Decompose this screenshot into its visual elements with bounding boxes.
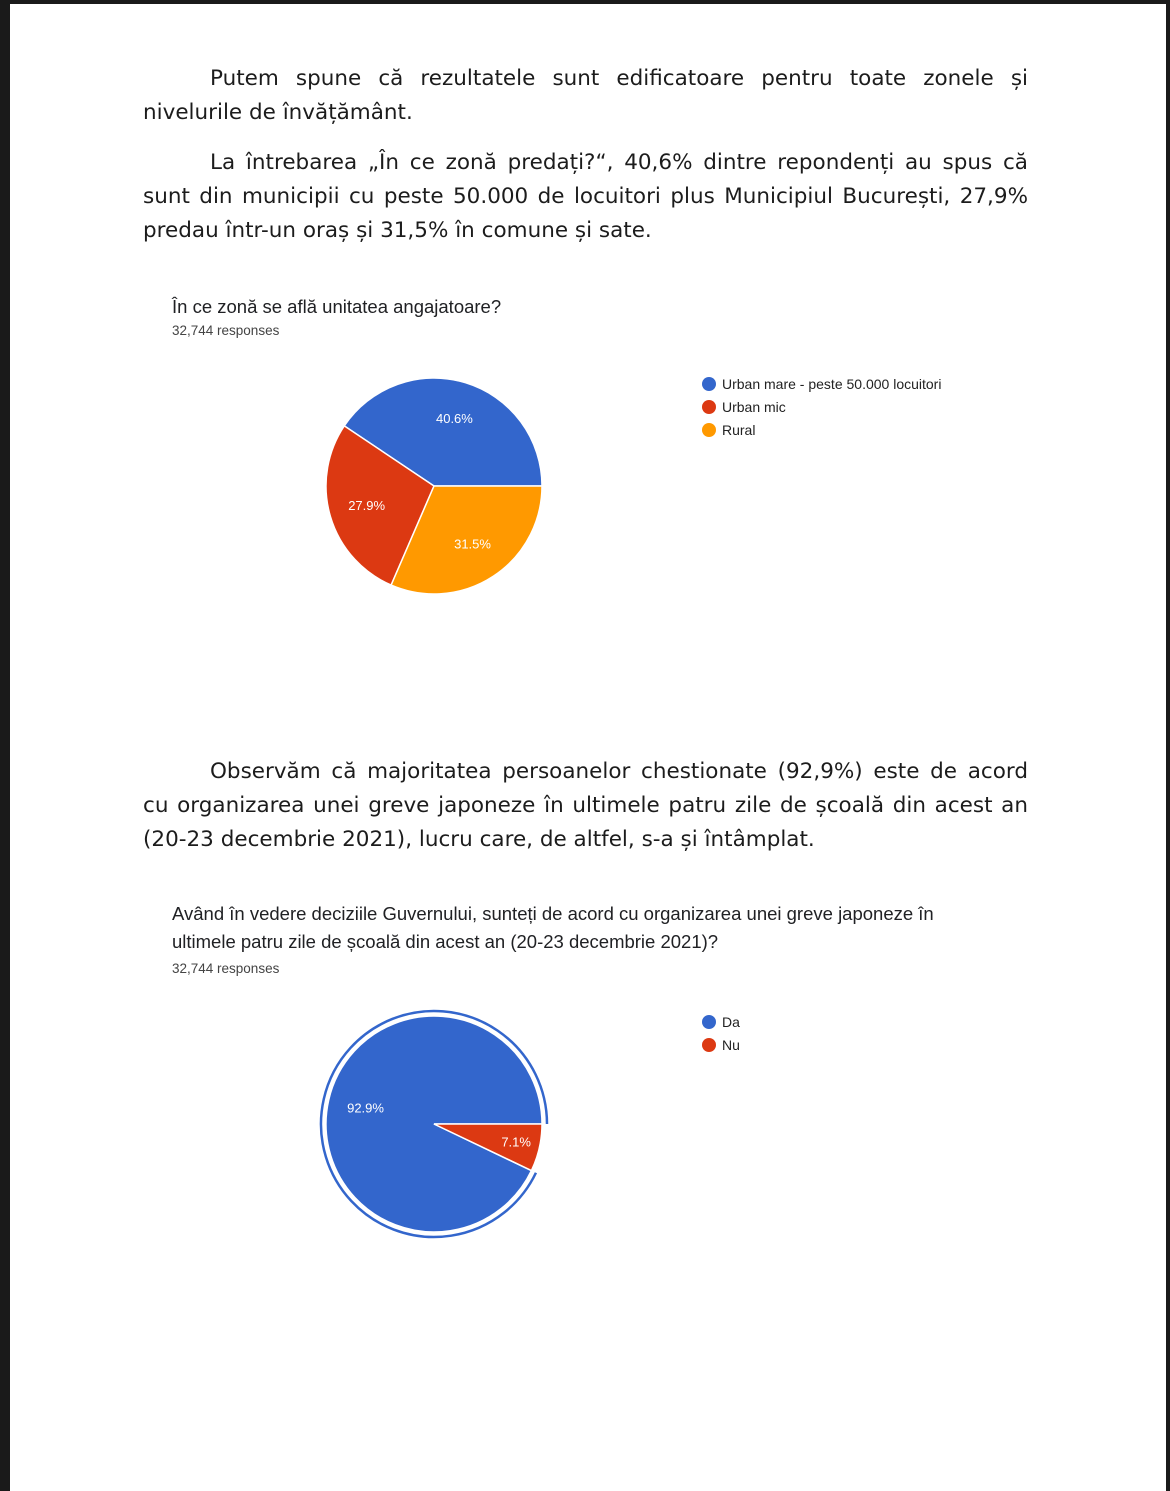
legend-swatch <box>702 400 716 414</box>
legend-item-rural[interactable] <box>702 418 941 441</box>
pie-data-label: 7.1% <box>501 1134 531 1150</box>
legend-label: Da <box>722 1013 740 1030</box>
legend-swatch <box>702 423 716 437</box>
legend-item-urban-mare-peste-50-000-locuitori[interactable] <box>702 372 941 395</box>
paragraph-intro: Putem spune că rezultatele sunt edificatoare pentru toate zonele și nivelurile de învățământ. <box>143 66 1028 125</box>
chart-1-pie <box>318 369 558 609</box>
chart-2-legend <box>702 1010 740 1056</box>
document-page <box>10 4 1166 1491</box>
paragraph-strike-results: Observăm că majoritatea persoanelor chestionate (92,9%) este de acord cu organizarea unei greve japoneze în ultimele patru zile de școală din acest an (20-23 decembrie 2021), lucru care, de altfel, s-a și întâmplat. <box>143 759 1028 852</box>
legend-label: Urban mare - peste 50.000 locuitori <box>722 375 942 392</box>
chart-1-responses: 32,744 responses <box>172 323 280 338</box>
legend-item-urban-mic[interactable] <box>702 395 941 418</box>
chart-2-responses: 32,744 responses <box>172 961 280 976</box>
legend-swatch <box>702 1015 716 1029</box>
chart-1-title: În ce zonă se află unitatea angajatoare? <box>172 296 502 317</box>
legend-swatch <box>702 1038 716 1052</box>
chart-2-pie <box>318 1007 558 1247</box>
chart-2-title: Având în vedere deciziile Guvernului, sunteți de acord cu organizarea unei greve japoneze în ultimele patru zile de școală din acest an (20-23 decembrie 2021)? <box>172 903 934 952</box>
legend-label: Nu <box>722 1036 740 1053</box>
chart-1-legend <box>702 372 941 441</box>
legend-swatch <box>702 377 716 391</box>
legend-label: Rural <box>722 421 756 438</box>
pie-data-label: 27.9% <box>348 497 386 513</box>
legend-item-nu[interactable] <box>702 1033 740 1056</box>
pie-data-label: 31.5% <box>454 536 491 552</box>
legend-item-da[interactable] <box>702 1010 740 1033</box>
legend-label: Urban mic <box>722 398 786 415</box>
pie-data-label: 92.9% <box>347 1100 384 1116</box>
pie-data-label: 40.6% <box>435 410 473 426</box>
paragraph-zone-results: La întrebarea „În ce zonă predați?“, 40,6% dintre repondenți au spus că sunt din municipii cu peste 50.000 de locuitori plus Municipiul București, 27,9% predau într-un oraș și 31,5% în comune și sate. <box>143 150 1028 243</box>
